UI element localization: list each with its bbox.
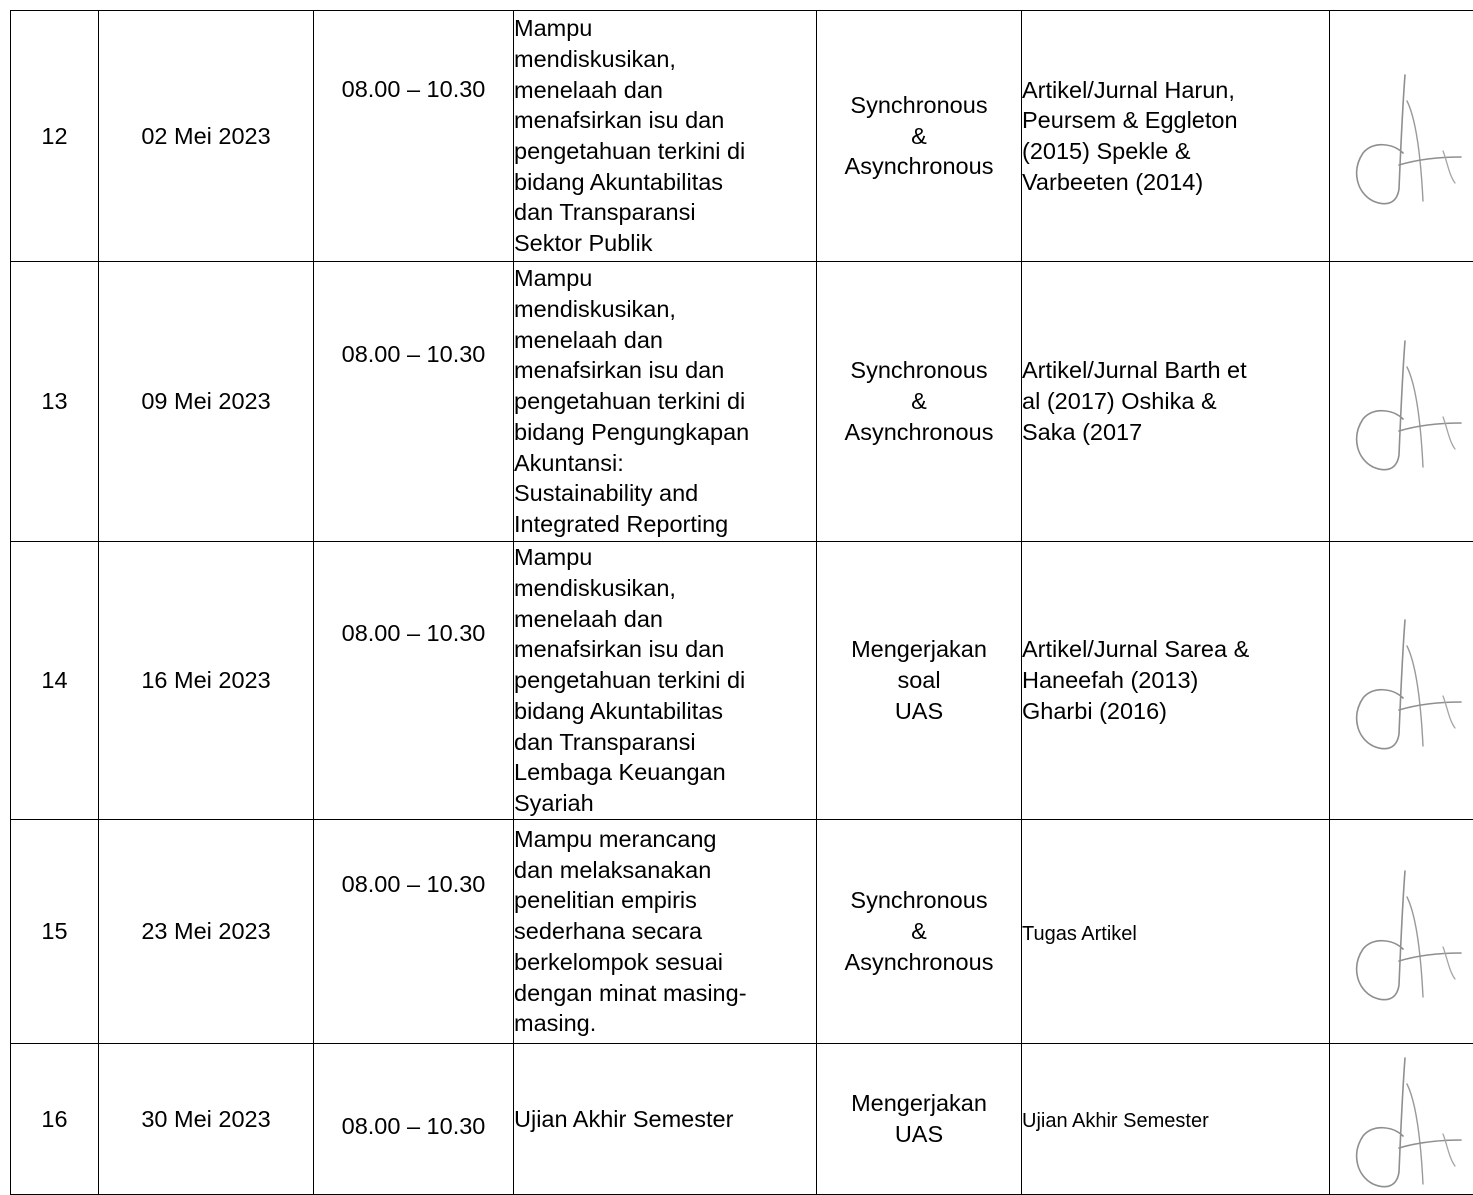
learning-outcome-line: pengetahuan terkini di bbox=[514, 665, 816, 696]
learning-outcome-line: Sektor Publik bbox=[514, 228, 816, 259]
meeting-date: 30 Mei 2023 bbox=[99, 1044, 314, 1195]
meeting-date: 09 Mei 2023 bbox=[99, 262, 314, 542]
learning-outcome-line: pengetahuan terkini di bbox=[514, 136, 816, 167]
meeting-time bbox=[314, 1044, 514, 1195]
learning-outcome-line: Akuntansi: bbox=[514, 448, 816, 479]
table-row bbox=[11, 1044, 1473, 1195]
learning-outcome bbox=[514, 262, 817, 542]
learning-method-line: Synchronous bbox=[817, 885, 1021, 916]
reference bbox=[1022, 542, 1330, 820]
meeting-time bbox=[314, 11, 514, 262]
learning-outcome-line: menafsirkan isu dan bbox=[514, 634, 816, 665]
learning-method-line: Mengerjakan bbox=[817, 634, 1021, 665]
signature-image bbox=[1343, 61, 1467, 211]
learning-method-line: UAS bbox=[817, 696, 1021, 727]
table-row bbox=[11, 542, 1473, 820]
meeting-number: 15 bbox=[11, 820, 99, 1044]
learning-method-line: & bbox=[817, 121, 1021, 152]
learning-outcome-line: dan Transparansi bbox=[514, 197, 816, 228]
learning-method-line: Mengerjakan bbox=[817, 1088, 1021, 1119]
learning-outcome-line: Mampu bbox=[514, 263, 816, 294]
reference-line: (2015) Spekle & bbox=[1022, 136, 1329, 167]
learning-outcome-line: dan melaksanakan bbox=[514, 855, 816, 886]
meeting-date: 23 Mei 2023 bbox=[99, 820, 314, 1044]
meeting-time-text: 08.00 – 10.30 bbox=[314, 618, 513, 649]
reference-line: Tugas Artikel bbox=[1022, 922, 1329, 946]
learning-method-line: & bbox=[817, 386, 1021, 417]
meeting-time-text: 08.00 – 10.30 bbox=[314, 339, 513, 370]
reference-line: Haneefah (2013) bbox=[1022, 665, 1329, 696]
meeting-time bbox=[314, 820, 514, 1044]
learning-outcome-line: masing. bbox=[514, 1008, 816, 1039]
learning-method bbox=[817, 11, 1022, 262]
signature-image bbox=[1343, 327, 1467, 477]
learning-outcome-line: mendiskusikan, bbox=[514, 294, 816, 325]
learning-outcome bbox=[514, 542, 817, 820]
learning-outcome-line: Lembaga Keuangan bbox=[514, 757, 816, 788]
meeting-number: 13 bbox=[11, 262, 99, 542]
learning-outcome-line: Mampu bbox=[514, 542, 816, 573]
meeting-number: 14 bbox=[11, 542, 99, 820]
learning-outcome-line: berkelompok sesuai bbox=[514, 947, 816, 978]
learning-outcome-line: mendiskusikan, bbox=[514, 573, 816, 604]
learning-outcome bbox=[514, 820, 817, 1044]
learning-method bbox=[817, 1044, 1022, 1195]
learning-outcome-line: penelitian empiris bbox=[514, 885, 816, 916]
learning-outcome bbox=[514, 11, 817, 262]
learning-method-line: Asynchronous bbox=[817, 947, 1021, 978]
reference-line: Peursem & Eggleton bbox=[1022, 105, 1329, 136]
reference-line: al (2017) Oshika & bbox=[1022, 386, 1329, 417]
meeting-time bbox=[314, 262, 514, 542]
learning-outcome bbox=[514, 1044, 817, 1195]
reference bbox=[1022, 11, 1330, 262]
learning-outcome-line: menelaah dan bbox=[514, 604, 816, 635]
learning-method-line: soal bbox=[817, 665, 1021, 696]
learning-outcome-line: bidang Akuntabilitas bbox=[514, 696, 816, 727]
reference-line: Ujian Akhir Semester bbox=[1022, 1109, 1329, 1133]
learning-outcome-line: menelaah dan bbox=[514, 325, 816, 356]
learning-outcome-line: bidang Pengungkapan bbox=[514, 417, 816, 448]
signature-cell bbox=[1330, 1044, 1473, 1195]
learning-method-line: Asynchronous bbox=[817, 151, 1021, 182]
reference bbox=[1022, 820, 1330, 1044]
signature-image bbox=[1343, 606, 1467, 756]
table-row bbox=[11, 262, 1473, 542]
signature-image bbox=[1343, 857, 1467, 1007]
meeting-time-text: 08.00 – 10.30 bbox=[314, 869, 513, 900]
learning-method bbox=[817, 820, 1022, 1044]
learning-outcome-line: mendiskusikan, bbox=[514, 44, 816, 75]
schedule-table bbox=[10, 10, 1473, 1195]
learning-outcome-line: menafsirkan isu dan bbox=[514, 105, 816, 136]
learning-outcome-line: menafsirkan isu dan bbox=[514, 355, 816, 386]
learning-method-line: & bbox=[817, 916, 1021, 947]
learning-method-line: Synchronous bbox=[817, 90, 1021, 121]
signature-image bbox=[1343, 1044, 1467, 1194]
learning-outcome-line: Integrated Reporting bbox=[514, 509, 816, 540]
meeting-time-text: 08.00 – 10.30 bbox=[314, 74, 513, 105]
learning-outcome-line: sederhana secara bbox=[514, 916, 816, 947]
meeting-number: 16 bbox=[11, 1044, 99, 1195]
learning-method-line: UAS bbox=[817, 1119, 1021, 1150]
learning-outcome-line: Sustainability and bbox=[514, 478, 816, 509]
learning-outcome-line: Mampu bbox=[514, 13, 816, 44]
learning-method bbox=[817, 262, 1022, 542]
reference-line: Artikel/Jurnal Sarea & bbox=[1022, 634, 1329, 665]
learning-outcome-line: Syariah bbox=[514, 788, 816, 819]
learning-method-line: Synchronous bbox=[817, 355, 1021, 386]
learning-outcome-line: dan Transparansi bbox=[514, 727, 816, 758]
learning-outcome-line: menelaah dan bbox=[514, 75, 816, 106]
learning-outcome-line: dengan minat masing- bbox=[514, 978, 816, 1009]
signature-cell bbox=[1330, 11, 1473, 262]
learning-outcome-line: Mampu merancang bbox=[514, 824, 816, 855]
learning-method-line: Asynchronous bbox=[817, 417, 1021, 448]
meeting-time-text: 08.00 – 10.30 bbox=[314, 1111, 513, 1142]
meeting-number: 12 bbox=[11, 11, 99, 262]
reference-line: Artikel/Jurnal Harun, bbox=[1022, 75, 1329, 106]
signature-cell bbox=[1330, 262, 1473, 542]
learning-outcome-line: Ujian Akhir Semester bbox=[514, 1104, 816, 1135]
signature-cell bbox=[1330, 820, 1473, 1044]
signature-cell bbox=[1330, 542, 1473, 820]
learning-outcome-line: bidang Akuntabilitas bbox=[514, 167, 816, 198]
learning-outcome-line: pengetahuan terkini di bbox=[514, 386, 816, 417]
reference-line: Varbeeten (2014) bbox=[1022, 167, 1329, 198]
reference bbox=[1022, 262, 1330, 542]
reference-line: Gharbi (2016) bbox=[1022, 696, 1329, 727]
table-row bbox=[11, 820, 1473, 1044]
reference-line: Saka (2017 bbox=[1022, 417, 1329, 448]
meeting-date: 16 Mei 2023 bbox=[99, 542, 314, 820]
reference-line: Artikel/Jurnal Barth et bbox=[1022, 355, 1329, 386]
meeting-date: 02 Mei 2023 bbox=[99, 11, 314, 262]
table-row bbox=[11, 11, 1473, 262]
meeting-time bbox=[314, 542, 514, 820]
learning-method bbox=[817, 542, 1022, 820]
reference bbox=[1022, 1044, 1330, 1195]
